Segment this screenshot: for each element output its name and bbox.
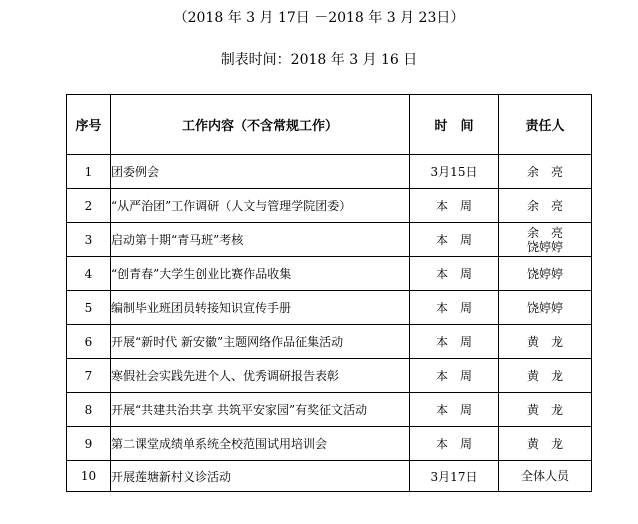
row-seq: 5 xyxy=(67,291,111,325)
row-seq: 8 xyxy=(67,393,111,427)
row-person xyxy=(499,393,592,427)
row-person xyxy=(499,223,592,257)
table-row xyxy=(67,393,592,427)
row-seq: 10 xyxy=(67,461,111,492)
row-person xyxy=(499,359,592,393)
person-name: 全体人员 xyxy=(520,469,569,483)
row-content: 开展“新时代 新安徽”主题网络作品征集活动 xyxy=(111,325,410,359)
row-time: 本 周 xyxy=(410,189,499,223)
person-name: 饶婷婷 xyxy=(526,266,563,281)
row-person xyxy=(499,325,592,359)
row-content: 编制毕业班团员转接知识宣传手册 xyxy=(111,291,410,325)
table-row xyxy=(67,223,592,257)
person-name: 黄 龙 xyxy=(526,436,563,451)
row-seq: 3 xyxy=(67,223,111,257)
row-time: 3月15日 xyxy=(410,155,499,189)
row-content: 启动第十期“青马班”考核 xyxy=(111,223,410,257)
row-person xyxy=(499,291,592,325)
row-content: 第二课堂成绩单系统全校范围试用培训会 xyxy=(111,427,410,461)
table-row xyxy=(67,461,592,492)
header-time: 时 间 xyxy=(410,95,499,155)
row-content: 团委例会 xyxy=(111,155,410,189)
header-row xyxy=(67,95,592,155)
table-row xyxy=(67,291,592,325)
row-time: 本 周 xyxy=(410,427,499,461)
row-time: 3月17日 xyxy=(410,461,499,492)
row-seq: 7 xyxy=(67,359,111,393)
row-person xyxy=(499,427,592,461)
row-seq: 4 xyxy=(67,257,111,291)
row-content: “创青春”大学生创业比赛作品收集 xyxy=(111,257,410,291)
person-name: 余 亮 xyxy=(526,198,563,213)
made-time: 制表时间：2018 年 3 月 16 日 xyxy=(220,52,418,68)
row-content: “从严治团”工作调研（人文与管理学院团委） xyxy=(111,189,410,223)
row-person xyxy=(499,189,592,223)
row-time: 本 周 xyxy=(410,257,499,291)
table-row xyxy=(67,155,592,189)
row-seq: 2 xyxy=(67,189,111,223)
person-name: 余 亮 xyxy=(526,225,563,240)
table-row xyxy=(67,427,592,461)
person-name: 余 亮 xyxy=(526,164,563,179)
table-row xyxy=(67,359,592,393)
person-name: 黄 龙 xyxy=(526,368,563,383)
row-seq: 1 xyxy=(67,155,111,189)
table-row xyxy=(67,257,592,291)
header-content: 工作内容（不含常规工作） xyxy=(111,95,410,155)
table-row xyxy=(67,325,592,359)
row-person xyxy=(499,461,592,492)
row-time: 本 周 xyxy=(410,223,499,257)
person-name: 黄 龙 xyxy=(526,334,563,349)
row-content: 寒假社会实践先进个人、优秀调研报告表彰 xyxy=(111,359,410,393)
header-person: 责任人 xyxy=(499,95,592,155)
row-time: 本 周 xyxy=(410,325,499,359)
row-time: 本 周 xyxy=(410,393,499,427)
row-seq: 6 xyxy=(67,325,111,359)
row-content: 开展“共建共治共享 共筑平安家园”有奖征文活动 xyxy=(111,393,410,427)
row-seq: 9 xyxy=(67,427,111,461)
row-time: 本 周 xyxy=(410,359,499,393)
row-person xyxy=(499,257,592,291)
person-name: 饶婷婷 xyxy=(526,239,563,254)
row-content: 开展莲塘新村义诊活动 xyxy=(111,461,410,492)
row-person xyxy=(499,155,592,189)
table-row xyxy=(67,189,592,223)
row-time: 本 周 xyxy=(410,291,499,325)
schedule-table xyxy=(66,94,592,492)
person-name: 饶婷婷 xyxy=(526,300,563,315)
header-seq: 序号 xyxy=(67,95,111,155)
date-range: （2018 年 3 月 17日 －2018 年 3 月 23日） xyxy=(173,10,465,26)
person-name: 黄 龙 xyxy=(526,402,563,417)
